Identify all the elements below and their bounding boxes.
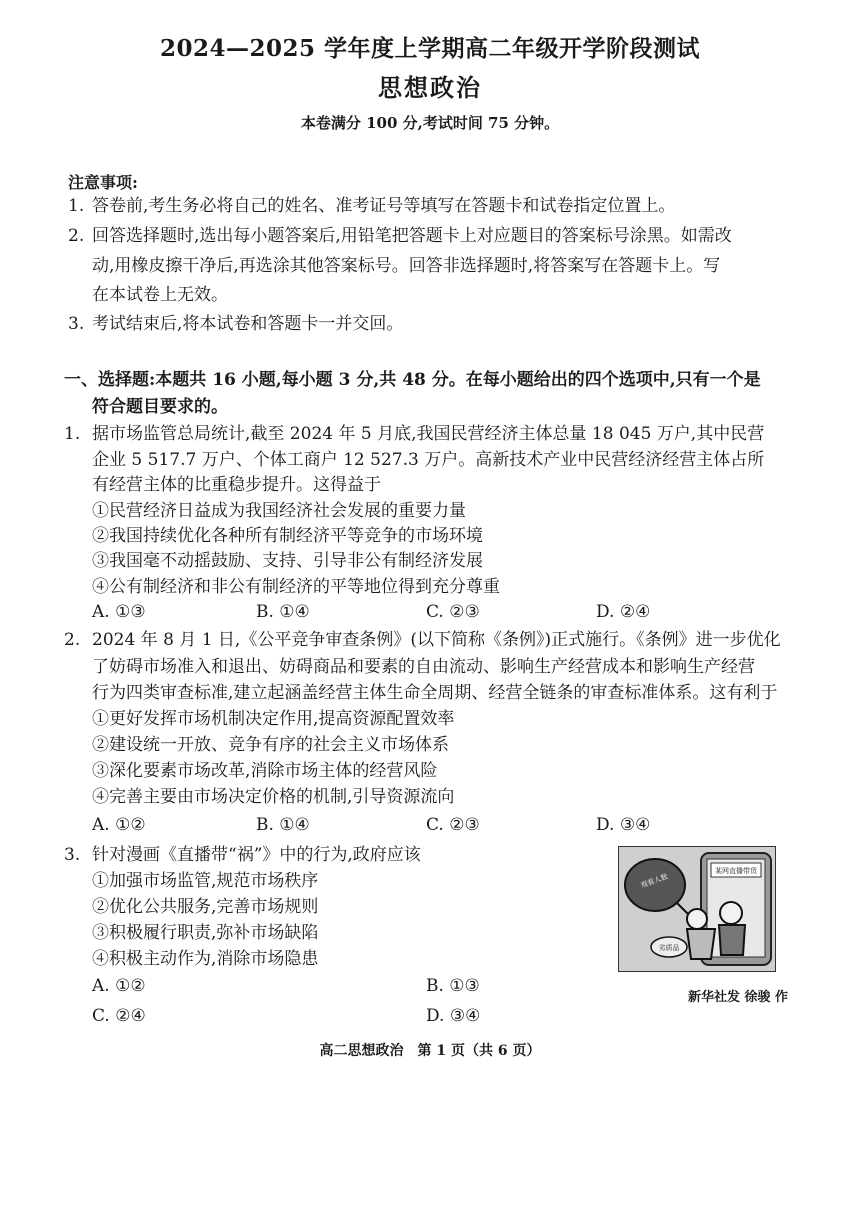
option-c: C. ②③ <box>426 602 480 622</box>
cartoon-image <box>618 846 776 972</box>
statement: ①加强市场监管,规范市场秩序 <box>92 871 319 891</box>
option-d: D. ②④ <box>596 602 651 622</box>
question-number: 2. <box>64 630 81 650</box>
option-a: A. ①③ <box>92 602 146 622</box>
question-stem: 2024 年 8 月 1 日,《公平竞争审查条例》(以下简称《条例》)正式施行。《条例》进一步优化 <box>92 630 781 650</box>
option-c: C. ②④ <box>92 1006 146 1026</box>
question-stem: 有经营主体的比重稳步提升。这得益于 <box>92 475 381 495</box>
statement: ①民营经济日益成为我国经济社会发展的重要力量 <box>92 501 466 521</box>
statement: ③积极履行职责,弥补市场缺陷 <box>92 923 319 943</box>
question-number: 1. <box>64 424 81 444</box>
option-b: B. ①④ <box>256 602 310 622</box>
statement: ③深化要素市场改革,消除市场主体的经营风险 <box>92 761 438 781</box>
section-heading-cont: 符合题目要求的。 <box>92 397 228 417</box>
note-text: 在本试卷上无效。 <box>92 285 228 305</box>
label-text: 劣质品 <box>658 944 680 952</box>
statement: ②优化公共服务,完善市场规则 <box>92 897 319 917</box>
question-stem: 针对漫画《直播带“祸”》中的行为,政府应该 <box>92 845 421 865</box>
statement: ①更好发挥市场机制决定作用,提高资源配置效率 <box>92 709 455 729</box>
page-footer: 高二思想政治 第 1 页（共 6 页） <box>319 1043 541 1059</box>
sign-text: 某网直播带货 <box>715 867 757 875</box>
question-number: 3. <box>64 845 81 865</box>
note-number: 3. <box>68 314 85 334</box>
question-stem: 企业 5 517.7 万户、个体工商户 12 527.3 万户。高新技术产业中民营经济经营主体占所 <box>92 450 765 470</box>
option-d: D. ③④ <box>596 815 651 835</box>
option-a: A. ①② <box>92 976 146 996</box>
option-b: B. ①③ <box>426 976 480 996</box>
exam-title: 2024—2025 学年度上学期高二年级开学阶段测试 <box>159 35 701 62</box>
statement: ④公有制经济和非公有制经济的平等地位得到充分尊重 <box>92 577 500 597</box>
section-heading: 一、选择题:本题共 16 小题,每小题 3 分,共 48 分。在每小题给出的四个选项中,只有一个是 <box>64 370 761 390</box>
note-text: 回答选择题时,选出每小题答案后,用铅笔把答题卡上对应题目的答案标号涂黑。如需改 <box>92 226 732 246</box>
cartoon-credit: 新华社发 徐骏 作 <box>688 990 789 1005</box>
exam-info: 本卷满分 100 分,考试时间 75 分钟。 <box>300 114 560 132</box>
statement: ②建设统一开放、竞争有序的社会主义市场体系 <box>92 735 449 755</box>
statement: ③我国毫不动摇鼓励、支持、引导非公有制经济发展 <box>92 551 483 571</box>
statement: ②我国持续优化各种所有制经济平等竞争的市场环境 <box>92 526 483 546</box>
cartoon-illustration <box>619 847 775 971</box>
statement: ④积极主动作为,消除市场隐患 <box>92 949 319 969</box>
note-text: 动,用橡皮擦干净后,再选涂其他答案标号。回答非选择题时,将答案写在答题卡上。写 <box>92 256 721 276</box>
balloon-text: 观看人数 <box>639 872 669 890</box>
option-d: D. ③④ <box>426 1006 481 1026</box>
option-a: A. ①② <box>92 815 146 835</box>
note-number: 1. <box>68 196 85 216</box>
question-stem: 据市场监管总局统计,截至 2024 年 5 月底,我国民营经济主体总量 18 045 万户,其中民营 <box>92 424 765 444</box>
note-number: 2. <box>68 226 85 246</box>
notes-heading: 注意事项: <box>68 173 138 192</box>
statement: ④完善主要由市场决定价格的机制,引导资源流向 <box>92 787 455 807</box>
question-stem: 行为四类审查标准,建立起涵盖经营主体生命全周期、经营全链条的审查标准体系。这有利于 <box>92 683 778 703</box>
question-stem: 了妨碍市场准入和退出、妨碍商品和要素的自由流动、影响生产经营成本和影响生产经营 <box>92 657 755 677</box>
option-b: B. ①④ <box>256 815 310 835</box>
subject-title: 思想政治 <box>378 73 482 102</box>
note-text: 考试结束后,将本试卷和答题卡一并交回。 <box>92 314 404 334</box>
note-text: 答卷前,考生务必将自己的姓名、准考证号等填写在答题卡和试卷指定位置上。 <box>92 196 676 216</box>
option-c: C. ②③ <box>426 815 480 835</box>
